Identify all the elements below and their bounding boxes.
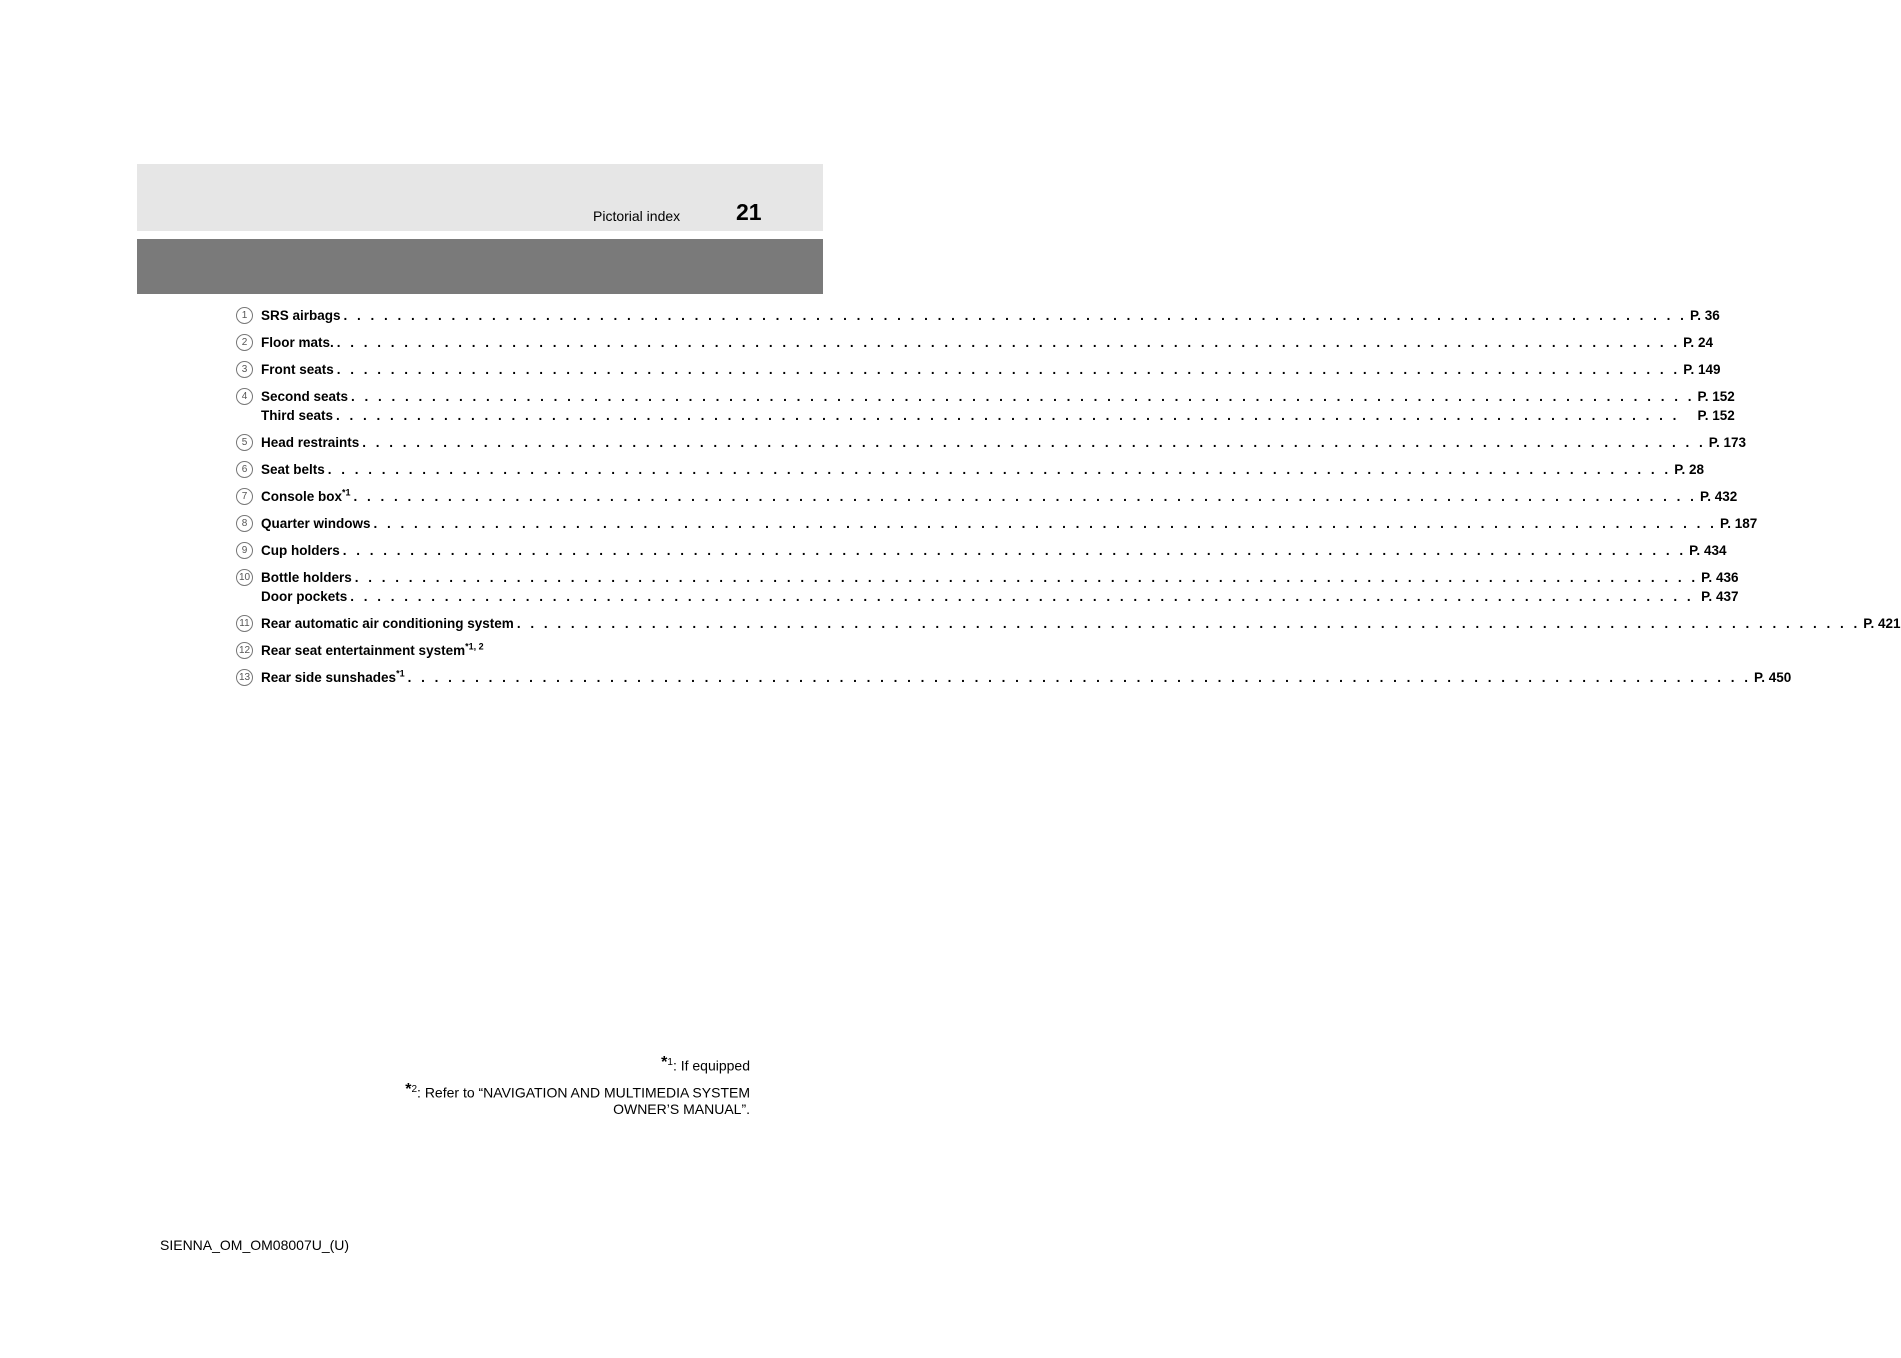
entry-label — [261, 641, 484, 660]
entry-label — [261, 406, 333, 425]
index-entries — [236, 306, 1901, 695]
index-entry — [236, 333, 1713, 352]
circled-number-icon: 13 — [236, 669, 253, 686]
entry-label-text: Head restraints — [261, 435, 360, 450]
index-entry — [236, 360, 1721, 379]
entry-label — [261, 387, 348, 406]
entry-line — [261, 333, 1713, 352]
entry-line — [261, 406, 1735, 425]
leader-dots — [517, 614, 1860, 633]
page-reference: P. 28 — [1674, 462, 1704, 477]
circled-number-icon: 2 — [236, 334, 253, 351]
index-entry — [236, 306, 1720, 325]
leader-dots — [408, 668, 1751, 687]
leader-dots — [328, 460, 1671, 479]
circled-number-icon: 9 — [236, 542, 253, 559]
entry-label-text: Second seats — [261, 389, 349, 404]
page-reference: P. 437 — [1701, 589, 1739, 604]
footnote-ref: *1, 2 — [465, 641, 484, 652]
index-entry — [236, 614, 1901, 633]
entry-line — [261, 514, 1757, 533]
index-entry — [236, 541, 1727, 560]
circled-number-icon: 7 — [236, 488, 253, 505]
entry-label — [261, 668, 405, 687]
entry-label — [261, 614, 514, 633]
entry-label — [261, 333, 334, 352]
circled-number-icon: 4 — [236, 388, 253, 405]
entry-line — [261, 541, 1726, 560]
entry-label — [261, 460, 325, 479]
document-id: SIENNA_OM_OM08007U_(U) — [160, 1237, 350, 1253]
entry-label-text: Rear automatic air conditioning system — [261, 616, 514, 631]
page-reference: P. 152 — [1697, 408, 1735, 423]
entry-label — [261, 487, 351, 506]
entry-label-text: Rear side sunshades — [261, 670, 397, 685]
leader-dots — [350, 587, 1698, 606]
footnote-1: *$^1$: If equipped — [661, 1054, 750, 1074]
leader-dots — [337, 360, 1680, 379]
page-reference: P. 434 — [1689, 543, 1727, 558]
leader-dots — [351, 387, 1694, 406]
page-reference: P. 450 — [1753, 670, 1792, 685]
index-entry — [236, 460, 1704, 479]
entry-label — [261, 360, 334, 379]
footnote-ref: *1 — [396, 668, 405, 679]
page-reference: P. 152 — [1697, 389, 1735, 404]
entry-line — [261, 487, 1737, 506]
index-entry — [236, 514, 1758, 533]
entry-line — [261, 306, 1720, 325]
entry-line — [261, 587, 1738, 606]
entry-line — [261, 433, 1746, 452]
index-entry — [236, 641, 722, 660]
entry-label — [261, 541, 340, 560]
asterisk-icon: * — [661, 1054, 668, 1071]
entry-line — [261, 360, 1720, 379]
section-title: Pictorial index — [593, 208, 681, 224]
leader-dots — [336, 406, 1694, 425]
section-bar — [137, 239, 823, 294]
entry-label — [261, 568, 352, 587]
entry-label — [261, 514, 371, 533]
circled-number-icon: 6 — [236, 461, 253, 478]
index-entry — [236, 433, 1746, 452]
page-reference: P. 149 — [1683, 362, 1721, 377]
circled-number-icon: 1 — [236, 307, 253, 324]
entry-label-text: Rear seat entertainment system — [261, 643, 466, 658]
entry-label — [261, 587, 347, 606]
entry-label — [261, 306, 341, 325]
entry-label-text: Seat belts — [261, 462, 325, 477]
entry-label-text: Bottle holders — [261, 570, 352, 585]
entry-label-text: Floor mats. — [261, 335, 334, 350]
entry-label-text: Door pockets — [261, 589, 348, 604]
index-entry — [236, 487, 1738, 506]
entry-label-text: Third seats — [261, 408, 334, 423]
leader-dots — [355, 568, 1698, 587]
entry-label — [261, 433, 359, 452]
entry-label-text: Quarter windows — [261, 516, 371, 531]
page-reference: P. 173 — [1708, 435, 1746, 450]
entry-line — [261, 614, 1901, 633]
footnote-2: *$^2$: Refer to “NAVIGATION AND MULTIMEDIA SYSTEM OWNER’S MANUAL”. — [405, 1080, 750, 1118]
page-number: 21 — [736, 199, 762, 225]
entry-line — [261, 568, 1738, 587]
index-entry — [236, 387, 1735, 425]
leader-dots — [354, 487, 1697, 506]
header-band — [137, 164, 823, 231]
circled-number-icon: 11 — [236, 615, 253, 632]
entry-line — [261, 668, 1791, 687]
entry-label-text: Cup holders — [261, 543, 340, 558]
circled-number-icon: 10 — [236, 569, 253, 586]
page-reference: P. 436 — [1701, 570, 1739, 585]
page-reference: P. 432 — [1699, 489, 1738, 504]
index-entry — [236, 668, 1792, 687]
entry-line — [261, 387, 1735, 406]
leader-dots — [362, 433, 1705, 452]
page-reference: P. 36 — [1689, 308, 1720, 323]
footnotes — [405, 1054, 750, 1124]
leader-dots — [337, 333, 1680, 352]
asterisk-icon: * — [405, 1080, 412, 1098]
leader-dots — [374, 514, 1717, 533]
page-reference: P. 421 — [1863, 616, 1901, 631]
footnote-ref: *1 — [342, 487, 351, 498]
entry-line — [261, 641, 722, 660]
entry-line — [261, 460, 1704, 479]
leader-dots — [343, 541, 1686, 560]
leader-dots — [344, 306, 1687, 325]
page-reference: P. 24 — [1683, 335, 1713, 350]
circled-number-icon: 12 — [236, 642, 253, 659]
entry-label-text: Front seats — [261, 362, 334, 377]
entry-label-text: SRS airbags — [261, 308, 341, 323]
entry-label-text: Console box — [261, 489, 343, 504]
circled-number-icon: 5 — [236, 434, 253, 451]
circled-number-icon: 8 — [236, 515, 253, 532]
circled-number-icon: 3 — [236, 361, 253, 378]
page-reference: P. 187 — [1719, 516, 1758, 531]
index-entry — [236, 568, 1739, 606]
